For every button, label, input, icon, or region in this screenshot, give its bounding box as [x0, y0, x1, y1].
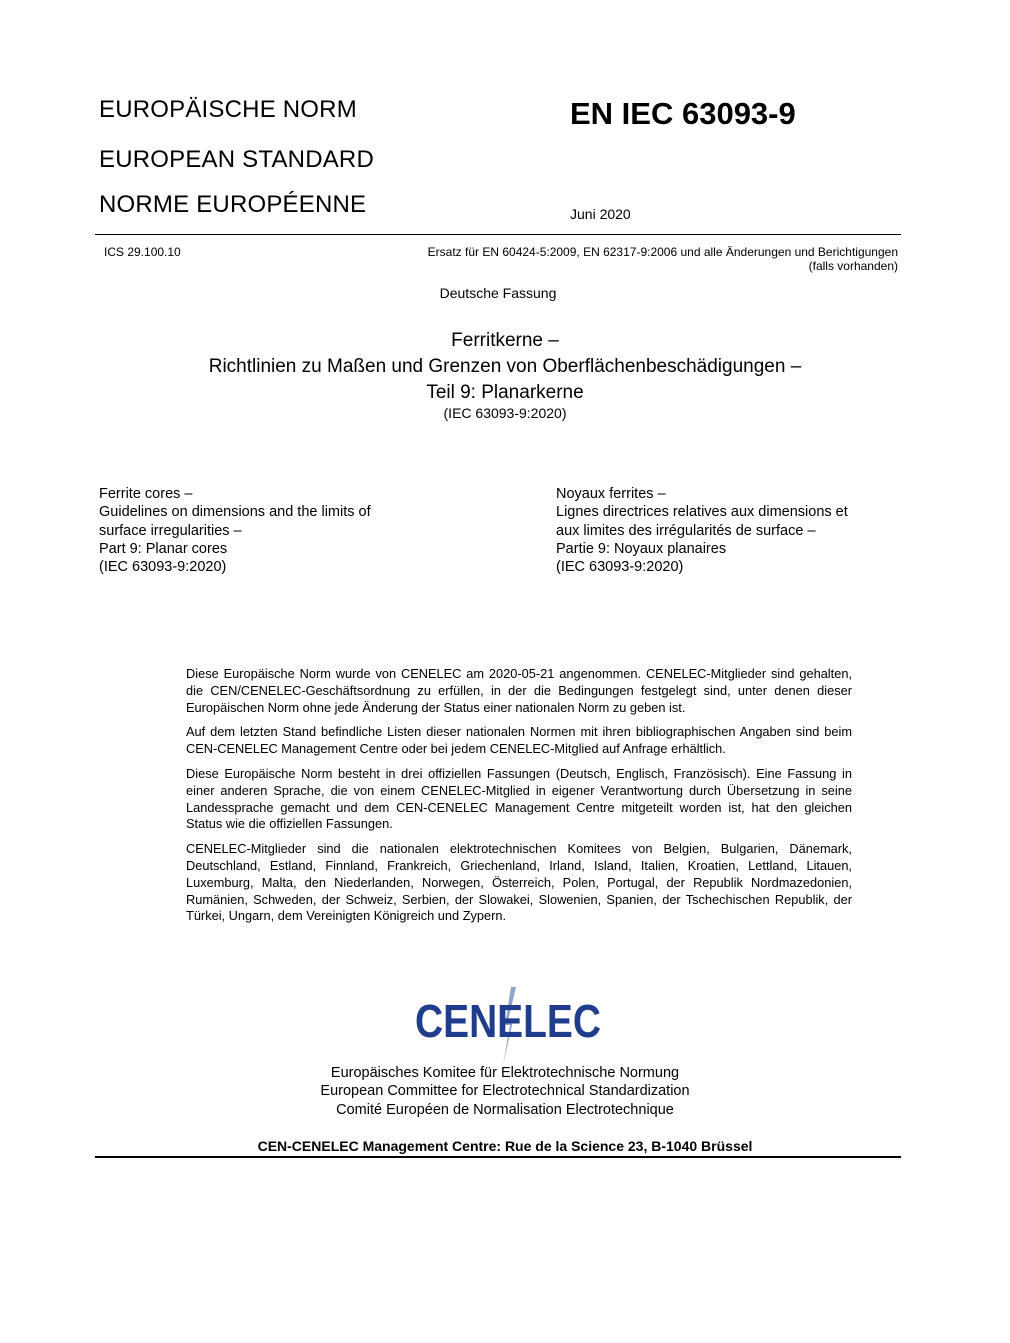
footer-divider — [95, 1156, 901, 1158]
committee-names — [0, 1064, 1010, 1119]
language-version: Deutsche Fassung — [439, 285, 557, 301]
title-line: Partie 9: Noyaux planaires — [556, 540, 727, 557]
ics-code: ICS 29.100.10 — [104, 245, 181, 259]
body-paragraph: Diese Europäische Norm wurde von CENELEC am 2020-05-21 angenommen. CENELEC-Mitglieder sind gehalten, die CEN/CENELEC-Geschäftsordnung zu erfüllen, in der die Bedingungen festgelegt sind, unter denen dieser Europäischen Norm ohne jede Änderung der Status einer nationalen Norm zu geben ist. — [186, 666, 852, 715]
title-english — [99, 485, 429, 576]
title-line: (IEC 63093-9:2020) — [556, 559, 684, 576]
replacement-note-line: Ersatz für EN 60424-5:2009, EN 62317-9:2006 und alle Änderungen und Berichtigungen — [427, 245, 898, 259]
body-text — [186, 666, 852, 933]
title-reference: (IEC 63093-9:2020) — [443, 405, 567, 421]
title-line: Lignes directrices relatives aux dimensions et — [556, 504, 848, 521]
norm-name-french: NORME EUROPÉENNE — [99, 191, 367, 218]
logo-text: CENELEC — [415, 995, 601, 1047]
issue-date: Juni 2020 — [570, 206, 631, 222]
title-line: surface irregularities – — [99, 522, 242, 539]
header-divider — [95, 234, 901, 235]
title-line: Noyaux ferrites – — [556, 486, 666, 502]
norm-name-english: EUROPEAN STANDARD — [99, 146, 374, 173]
committee-name-french: Comité Européen de Normalisation Electrotechnique — [336, 1101, 674, 1118]
title-line: Ferritkerne – — [451, 330, 559, 351]
title-french — [556, 485, 906, 576]
committee-name-german: Europäisches Komitee für Elektrotechnische Normung — [330, 1065, 680, 1081]
title-line: aux limites des irrégularités de surface – — [556, 522, 816, 539]
body-paragraph: CENELEC-Mitglieder sind die nationalen elektrotechnischen Komitees von Belgien, Bulgarien, Dänemark, Deutschland, Estland, Finnland, Frankreich, Griechenland, Irland, Island, Italien, Kroatien, Lettland, Litauen, Luxemburg, Malta, den Niederlanden, Norwegen, Österreich, Polen, Portugal, der Republik Nordmazedonien, Rumänien, Schweden, der Schweiz, Serbien, der Slowakei, Slowenien, Spanien, der Tschechischen Republik, der Türkei, Ungarn, dem Vereinigten Königreich und Zypern. — [186, 841, 852, 924]
replacement-note — [338, 245, 898, 273]
norm-name-german: EUROPÄISCHE NORM — [99, 96, 357, 123]
body-paragraph: Diese Europäische Norm besteht in drei offiziellen Fassungen (Deutsch, Englisch, Französisch). Eine Fassung in einer anderen Sprache, die von einem CENELEC-Mitglied in eigener Verantwortung durch Übersetzung in seine Landessprache gemacht und dem CEN-CENELEC Management Centre mitgeteilt worden ist, hat den gleichen Status wie die offiziellen Fassungen. — [186, 765, 852, 832]
title-german — [0, 328, 1010, 422]
title-line: Richtlinien zu Maßen und Grenzen von Oberflächenbeschädigungen – — [208, 356, 802, 377]
title-line: Ferrite cores – — [99, 486, 193, 502]
body-paragraph: Auf dem letzten Stand befindliche Listen dieser nationalen Normen mit ihren bibliographischen Angaben sind beim CEN-CENELEC Management Centre oder bei jedem CENELEC-Mitglied auf Anfrage erhältlich. — [186, 724, 852, 757]
title-line: (IEC 63093-9:2020) — [99, 559, 227, 576]
title-line: Guidelines on dimensions and the limits of — [99, 504, 371, 521]
committee-name-english: European Committee for Electrotechnical Standardization — [320, 1083, 690, 1100]
management-centre-address: CEN-CENELEC Management Centre: Rue de la Science 23, B-1040 Brüssel — [257, 1138, 753, 1154]
cenelec-logo — [413, 985, 603, 1065]
replacement-note-line: (falls vorhanden) — [808, 259, 898, 273]
title-line: Part 9: Planar cores — [99, 540, 228, 557]
standard-number: EN IEC 63093-9 — [570, 96, 796, 131]
title-line: Teil 9: Planarkerne — [426, 382, 584, 403]
